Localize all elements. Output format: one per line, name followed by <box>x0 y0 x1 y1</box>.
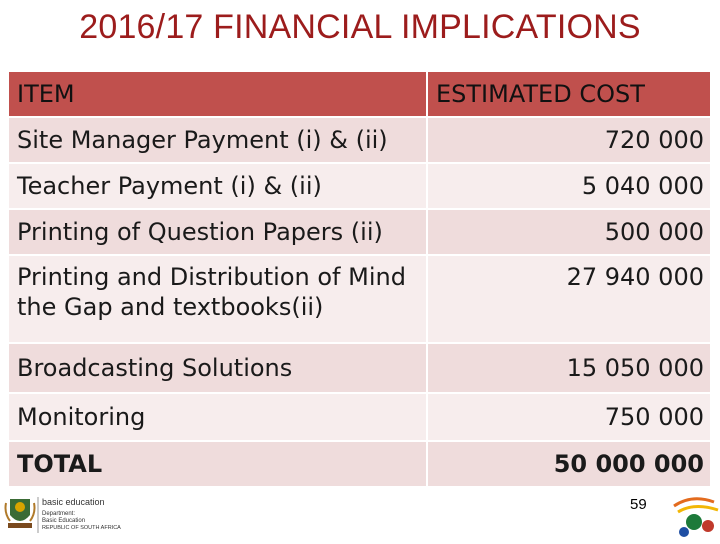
row-cost: 27 940 000 <box>427 255 710 343</box>
twenty-years-freedom-icon <box>664 492 720 540</box>
table-row <box>9 209 710 255</box>
row-item: Teacher Payment (i) & (ii) <box>9 163 427 209</box>
table-total-row <box>9 441 710 487</box>
total-label: TOTAL <box>9 441 427 487</box>
logo-line3: Basic Education <box>42 518 86 524</box>
basic-education-logo <box>4 493 124 537</box>
row-item: Broadcasting Solutions <box>9 343 427 393</box>
total-cost: 50 000 000 <box>427 441 710 487</box>
header-item: ITEM <box>9 72 427 117</box>
table-row <box>9 163 710 209</box>
table-row <box>9 393 710 441</box>
row-cost: 750 000 <box>427 393 710 441</box>
header-estimated-cost: ESTIMATED COST <box>427 72 710 117</box>
row-item: Printing of Question Papers (ii) <box>9 209 427 255</box>
logo-line1: basic education <box>42 497 105 507</box>
coat-of-arms-icon <box>6 499 35 528</box>
table-row <box>9 117 710 163</box>
table-row <box>9 343 710 393</box>
financial-table <box>9 72 710 488</box>
row-item: Monitoring <box>9 393 427 441</box>
page-number: 59 <box>630 496 647 513</box>
row-cost: 15 050 000 <box>427 343 710 393</box>
logo-line4: REPUBLIC OF SOUTH AFRICA <box>42 525 121 531</box>
logo-line2: Department: <box>42 511 76 517</box>
row-item: Printing and Distribution of Mind the Gap and textbooks(ii) <box>9 255 427 343</box>
row-cost: 720 000 <box>427 117 710 163</box>
row-cost: 5 040 000 <box>427 163 710 209</box>
slide-title: 2016/17 FINANCIAL IMPLICATIONS <box>79 8 641 46</box>
table-row <box>9 255 710 343</box>
row-item: Site Manager Payment (i) & (ii) <box>9 117 427 163</box>
row-cost: 500 000 <box>427 209 710 255</box>
table-header-row <box>9 72 710 117</box>
